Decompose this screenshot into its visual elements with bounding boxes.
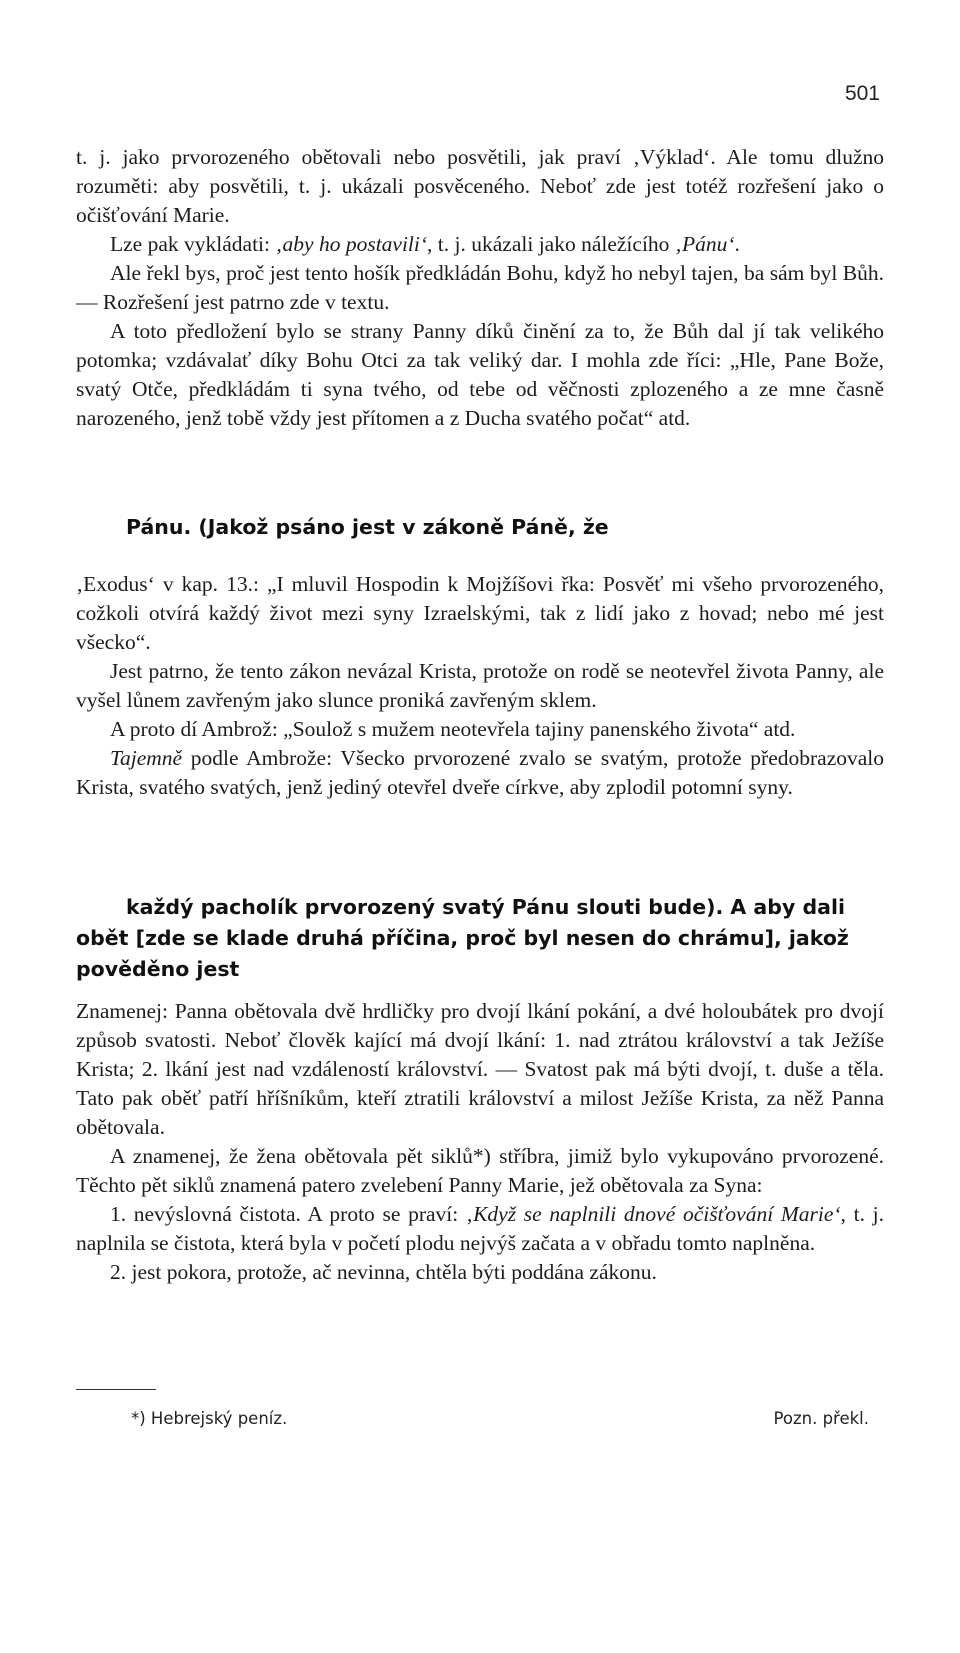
paragraph: ‚Exodus‘ v kap. 13.: „I mluvil Hospodin k Mojžíšovi řka: Posvěť mi všeho prvorozeného, cožkoli otvírá každý život mezi syny Izraelskými, tak z lidí jako z hovad; nebo mé jest všecko“. xyxy=(76,572,884,654)
page-number: 501 xyxy=(844,82,880,105)
italic-word: Tajemně xyxy=(110,746,183,770)
text-run: Lze pak vykládati: xyxy=(110,232,276,256)
footnote-text: *) Hebrejský peníz. xyxy=(131,1409,288,1428)
text-block-2 xyxy=(76,570,884,802)
paragraph: Ale řekl bys, proč jest tento hošík předkládán Bohu, když ho nebyl tajen, ba sám byl Bůh. — Rozřešení jest patrno zde v textu. xyxy=(76,261,884,314)
bold-gospel-verse: každý pacholík prvorozený svatý Pánu slouti bude). A aby dali obět [zde se klade druhá příčina, proč byl nesen do chrámu], jakož pověděno jest xyxy=(76,895,849,981)
paragraph: 2. jest pokora, protože, ač nevinna, chtěla býti poddána zákonu. xyxy=(110,1260,657,1284)
text-run: . xyxy=(734,232,740,256)
italic-quote: ‚Když se naplnili dnové očišťování Marie‘ xyxy=(465,1202,841,1226)
paragraph xyxy=(76,230,884,259)
paragraph: A proto dí Ambrož: „Soulož s mužem neotevřela tajiny panenského života“ atd. xyxy=(110,717,796,741)
paragraph: t. j. jako prvorozeného obětovali nebo posvětili, jak praví ‚Výklad‘. Ale tomu dlužno rozuměti: aby posvětili, t. j. ukázali posvěceného. Neboť zde jest totéž rozřešení jako o očišťování Marie. xyxy=(76,145,884,227)
text-run: 1. nevýslovná čistota. A proto se praví: xyxy=(110,1202,466,1226)
paragraph: Znamenej: Panna obětovala dvě hrdličky pro dvojí lkání pokání, a dvé holoubátek pro dvojí způsob svatosti. Neboť člověk kající má dvojí lkání: 1. nad ztrátou království a tak Ježíše Krista; 2. lkání jest nad vzdáleností království. — Svatost pak má býti dvojí, t. duše a těla. Tato pak oběť patří hříšníkům, kteří ztratili království a milost Ježíše Krista, za něž Panna obětovala. xyxy=(76,999,884,1139)
translator-note: Pozn. překl. xyxy=(773,1409,869,1428)
paragraph: Jest patrno, že tento zákon nevázal Krista, protože on rodě se neotevřel života Panny, ale vyšel lůnem zavřeným jako slunce proniká zavřeným sklem. xyxy=(76,659,884,712)
paragraph xyxy=(76,744,884,802)
text-block-3 xyxy=(76,997,884,1287)
paragraph: A znamenej, že žena obětovala pět siklů*) stříbra, jimiž bylo vykupováno prvorozené. Těchto pět siklů znamená patero zvelebení Panny Marie, jež obětovala za Syna: xyxy=(76,1144,884,1197)
text-run: , t. j. naplnila se čistota, která byla v početí plodu nejvýš začata a v obřadu tomto naplněna. xyxy=(76,1202,884,1255)
text-run: podle Ambrože: Všecko prvorozené zvalo se svatým, protože předobrazovalo Krista, svatého svatých, jenž jediný otevřel dveře církve, aby zplodil potomní syny. xyxy=(76,746,884,799)
paragraph xyxy=(76,1200,884,1258)
text-block-1 xyxy=(76,143,884,433)
footnote-rule xyxy=(76,1389,156,1390)
italic-quote: ‚Pánu‘ xyxy=(674,232,735,256)
bold-gospel-verse: Pánu. (Jakož psáno jest v zákoně Páně, že xyxy=(126,515,609,539)
italic-quote: ‚aby ho postavili‘ xyxy=(275,232,428,256)
text-run: , t. j. ukázali jako náležícího xyxy=(427,232,675,256)
paragraph: A toto předložení bylo se strany Panny díků činění za to, že Bůh dal jí tak velikého potomka; vzdávalať díky Bohu Otci za tak veliký dar. I mohla zde říci: „Hle, Pane Bože, svatý Otče, předkládám ti syna tvého, od tebe od věčnosti zplozeného a ze mne časně narozeného, jenž tobě vždy jest přítomen a z Ducha svatého počat“ atd. xyxy=(76,319,884,430)
